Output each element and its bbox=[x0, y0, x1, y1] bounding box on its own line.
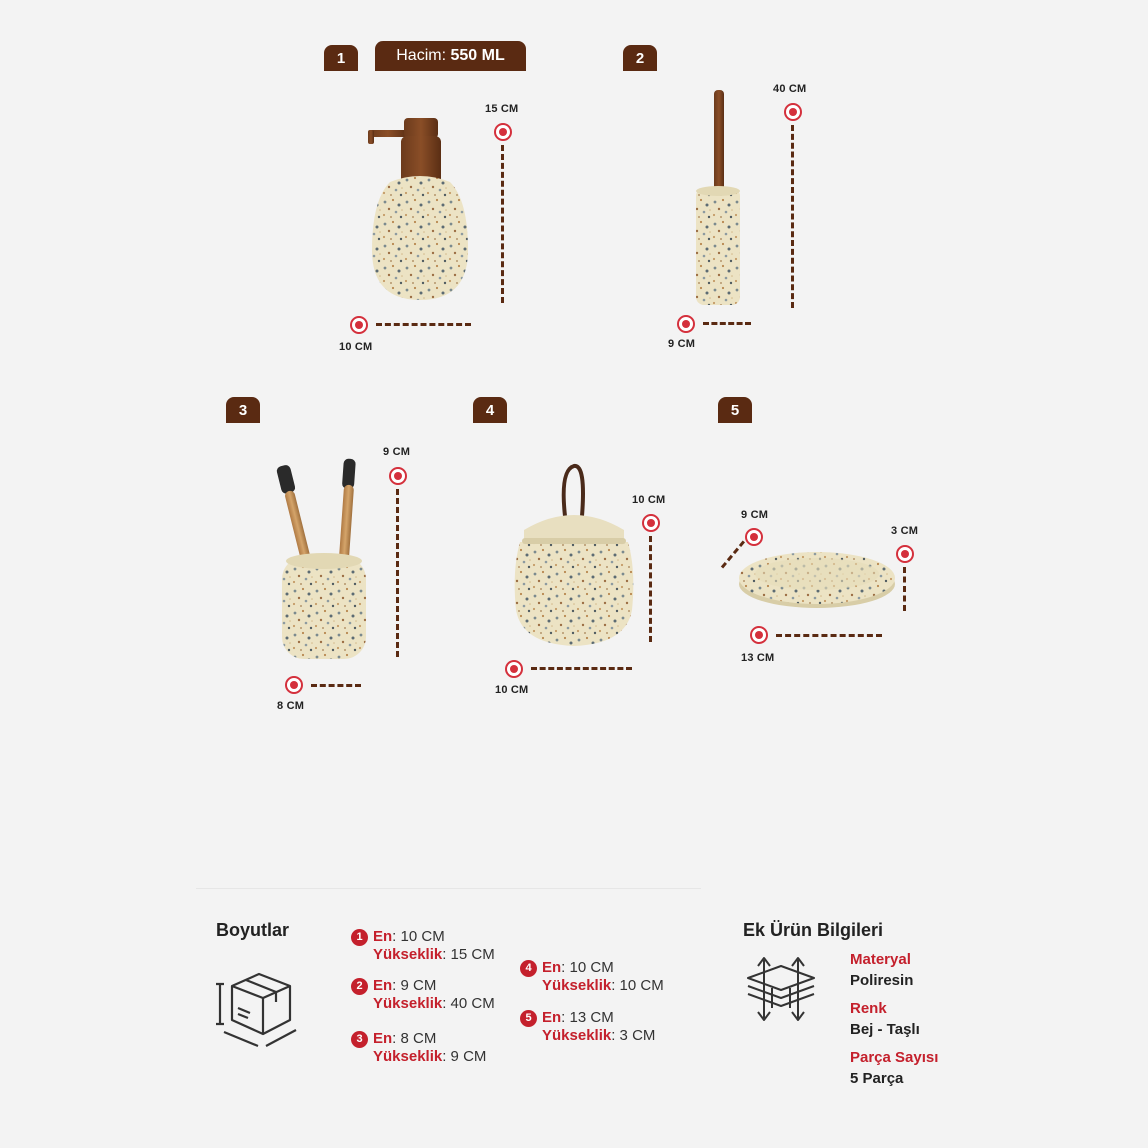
dimension-number-2: 2 bbox=[351, 978, 368, 995]
product-2-width-label: 9 CM bbox=[668, 338, 696, 350]
dimension-number-3: 3 bbox=[351, 1031, 368, 1048]
product-5-depth-label: 9 CM bbox=[741, 509, 769, 521]
product-1-height-marker bbox=[494, 123, 512, 141]
product-5-width-label: 13 CM bbox=[741, 652, 775, 664]
box-dimension-icon bbox=[214, 968, 304, 1048]
product-1-width-marker bbox=[350, 316, 368, 334]
volume-tag bbox=[375, 41, 526, 71]
pieces-value: 5 Parça bbox=[850, 1070, 904, 1087]
dimension-spec-5 bbox=[520, 1009, 655, 1045]
height-value: : 3 CM bbox=[611, 1027, 656, 1044]
material-key: Materyal bbox=[850, 951, 911, 968]
product-4-height-marker bbox=[642, 514, 660, 532]
product-3-height-marker bbox=[389, 467, 407, 485]
soap-dish-image bbox=[735, 540, 900, 612]
product-badge-4: 4 bbox=[473, 397, 507, 423]
height-value: : 40 CM bbox=[442, 995, 495, 1012]
product-2-height-line bbox=[791, 125, 794, 308]
dimension-spec-3 bbox=[351, 1030, 486, 1066]
width-key: En bbox=[373, 1030, 393, 1047]
extra-info-title: Ek Ürün Bilgileri bbox=[743, 920, 884, 940]
dimension-number-1: 1 bbox=[351, 929, 368, 946]
volume-value: 550 ML bbox=[450, 47, 505, 64]
color-key: Renk bbox=[850, 1000, 887, 1017]
width-value: : 10 CM bbox=[561, 959, 614, 976]
lidded-jar-image bbox=[510, 460, 640, 655]
width-value: : 8 CM bbox=[392, 1030, 437, 1047]
dimension-spec-1 bbox=[351, 928, 495, 964]
product-4-width-line bbox=[531, 667, 632, 670]
material-value: Poliresin bbox=[850, 972, 914, 989]
product-badge-5: 5 bbox=[718, 397, 752, 423]
product-1-height-label: 15 CM bbox=[485, 103, 519, 115]
toothbrush-holder-image bbox=[270, 455, 380, 665]
product-3-height-label: 9 CM bbox=[383, 446, 411, 458]
height-key: Yükseklik bbox=[542, 1027, 612, 1044]
product-5-width-line bbox=[776, 634, 882, 637]
product-4-width-label: 10 CM bbox=[495, 684, 529, 696]
product-3-height-line bbox=[396, 489, 399, 657]
product-1-height-line bbox=[501, 145, 504, 303]
footer-divider bbox=[196, 888, 701, 889]
product-badge-3: 3 bbox=[226, 397, 260, 423]
product-5-height-label: 3 CM bbox=[891, 525, 919, 537]
width-key: En bbox=[542, 959, 562, 976]
product-4-height-label: 10 CM bbox=[632, 494, 666, 506]
dimension-spec-2 bbox=[351, 977, 495, 1013]
product-5-depth-marker bbox=[745, 528, 763, 546]
soap-dispenser-image bbox=[360, 110, 480, 310]
product-5-height-line bbox=[903, 567, 906, 611]
height-key: Yükseklik bbox=[373, 1048, 443, 1065]
dimension-number-4: 4 bbox=[520, 960, 537, 977]
product-5-width-marker bbox=[750, 626, 768, 644]
pieces-key: Parça Sayısı bbox=[850, 1049, 939, 1066]
color-value: Bej - Taşlı bbox=[850, 1021, 920, 1038]
product-3-width-label: 8 CM bbox=[277, 700, 305, 712]
product-3-width-line bbox=[311, 684, 361, 687]
material-layers-icon bbox=[742, 952, 820, 1024]
product-2-width-marker bbox=[677, 315, 695, 333]
height-key: Yükseklik bbox=[373, 946, 443, 963]
product-1-width-line bbox=[376, 323, 471, 326]
height-value: : 9 CM bbox=[442, 1048, 487, 1065]
width-value: : 10 CM bbox=[392, 928, 445, 945]
product-5-height-marker bbox=[896, 545, 914, 563]
dimensions-title: Boyutlar bbox=[216, 920, 290, 940]
width-key: En bbox=[542, 1009, 562, 1026]
width-key: En bbox=[373, 977, 393, 994]
width-value: : 9 CM bbox=[392, 977, 437, 994]
volume-label: Hacim: bbox=[396, 47, 447, 64]
width-value: : 13 CM bbox=[561, 1009, 614, 1026]
height-key: Yükseklik bbox=[542, 977, 612, 994]
product-2-height-marker bbox=[784, 103, 802, 121]
dimension-spec-4 bbox=[520, 959, 664, 995]
product-3-width-marker bbox=[285, 676, 303, 694]
product-4-width-marker bbox=[505, 660, 523, 678]
product-4-height-line bbox=[649, 536, 652, 642]
height-value: : 10 CM bbox=[611, 977, 664, 994]
height-key: Yükseklik bbox=[373, 995, 443, 1012]
product-badge-2: 2 bbox=[623, 45, 657, 71]
product-badge-1: 1 bbox=[324, 45, 358, 71]
toilet-brush-image bbox=[690, 88, 750, 308]
product-1-width-label: 10 CM bbox=[339, 341, 373, 353]
product-2-width-line bbox=[703, 322, 751, 325]
product-2-height-label: 40 CM bbox=[773, 83, 807, 95]
height-value: : 15 CM bbox=[442, 946, 495, 963]
width-key: En bbox=[373, 928, 393, 945]
dimension-number-5: 5 bbox=[520, 1010, 537, 1027]
